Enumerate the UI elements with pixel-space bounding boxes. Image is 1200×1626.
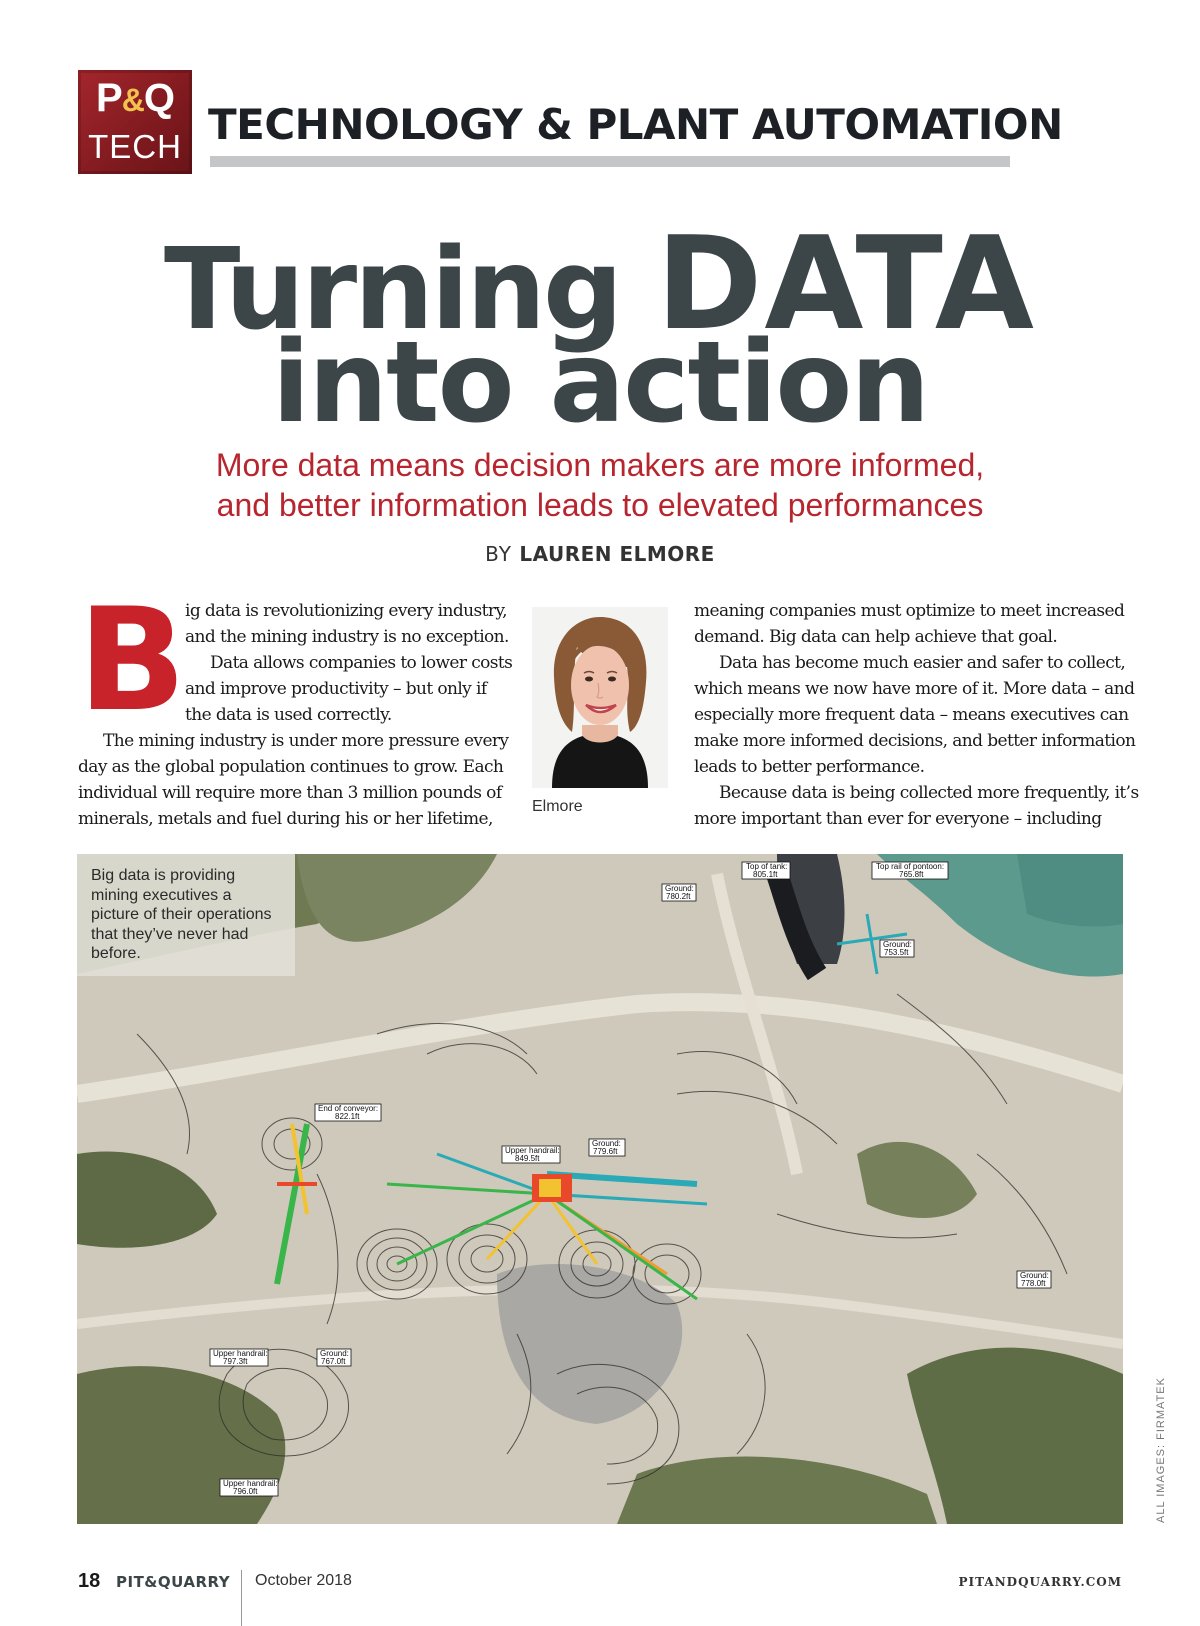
body-line: The mining industry is under more pressure every <box>103 731 509 751</box>
body-line: meaning companies must optimize to meet increased <box>694 601 1125 621</box>
body-line: minerals, metals and fuel during his or her lifetime, <box>78 809 493 829</box>
headline-line-2: into action <box>271 318 929 448</box>
map-label-title: Ground: <box>592 1139 621 1148</box>
map-label-value: 780.2ft <box>666 892 691 901</box>
body-line: Data allows companies to lower costs <box>210 653 513 673</box>
logo-letter-q: Q <box>143 76 174 120</box>
headline-word-turning: Turning <box>164 225 621 355</box>
logo-tech-label: TECH <box>88 128 182 165</box>
logo-ampersand: & <box>121 82 144 118</box>
map-label-value: 796.0ft <box>233 1487 258 1496</box>
portrait-illustration <box>532 607 668 788</box>
map-caption-box <box>77 854 295 976</box>
byline-prefix: BY <box>485 542 512 566</box>
map-label-value: 805.1ft <box>753 870 778 879</box>
map-label-title: Upper handrail: <box>223 1479 278 1488</box>
map-label-title: Ground: <box>1020 1271 1049 1280</box>
deck-line-1: More data means decision makers are more informed, <box>215 447 985 483</box>
byline-author: LAUREN ELMORE <box>519 542 715 566</box>
body-line: ig data is revolutionizing every industry, <box>185 601 507 621</box>
body-line: make more informed decisions, and better information <box>694 731 1136 751</box>
map-label-title: Ground: <box>883 940 912 949</box>
map-label-title: Upper handrail: <box>505 1146 560 1155</box>
body-line: and the mining industry is no exception. <box>185 627 509 647</box>
byline <box>0 542 1200 566</box>
deck-line-2: and better information leads to elevated performances <box>216 487 984 523</box>
body-line: leads to better performance. <box>694 757 925 777</box>
map-label-value: 778.0ft <box>1021 1279 1046 1288</box>
image-credit: ALL IMAGES: FIRMATEK <box>1155 1377 1167 1523</box>
body-line: more important than ever for everyone – including <box>694 809 1102 829</box>
map-label-value: 753.5ft <box>884 948 909 957</box>
section-rule <box>210 156 1010 167</box>
drop-cap: B <box>78 578 187 743</box>
headline-word-data: DATA <box>656 210 1036 359</box>
map-caption: Big data is providing mining executives a picture of their operations that they’ve never had before. <box>91 867 272 962</box>
logo-letter-p: P <box>96 76 122 120</box>
website-url: PITANDQUARRY.COM <box>958 1575 1122 1589</box>
map-label-value: 822.1ft <box>335 1112 360 1121</box>
body-line: individual will require more than 3 million pounds of <box>78 783 502 803</box>
footer-brand: PIT&QUARRY <box>116 1573 231 1591</box>
body-line: the data is used correctly. <box>185 705 392 725</box>
map-label-title: Top of tank: <box>746 862 788 871</box>
map-label-value: 797.3ft <box>223 1357 248 1366</box>
body-line: Because data is being collected more frequently, it’s <box>719 783 1139 803</box>
body-line: demand. Big data can help achieve that goal. <box>694 627 1058 647</box>
map-label-value: 849.5ft <box>515 1154 540 1163</box>
map-label-title: Upper handrail: <box>213 1349 268 1358</box>
pq-tech-logo <box>78 70 192 174</box>
photo-caption: Elmore <box>532 798 583 815</box>
body-line: which means we now have more of it. More data – and <box>694 679 1135 699</box>
article-column-2 <box>694 598 1139 832</box>
author-portrait <box>532 607 668 788</box>
map-label-title: Ground: <box>320 1349 349 1358</box>
map-label-value: 779.6ft <box>593 1147 618 1156</box>
map-label-title: Ground: <box>665 884 694 893</box>
body-line: day as the global population continues to grow. Each <box>78 757 504 777</box>
map-label-value: 765.8ft <box>899 870 924 879</box>
section-title: TECHNOLOGY & PLANT AUTOMATION <box>208 100 1063 149</box>
body-line: and improve productivity – but only if <box>185 679 487 699</box>
logo-wordmark <box>78 76 192 121</box>
map-label-value: 767.0ft <box>321 1357 346 1366</box>
issue-date: October 2018 <box>255 1572 352 1589</box>
body-line: Data has become much easier and safer to collect, <box>719 653 1126 673</box>
map-label-title: End of conveyor: <box>318 1104 379 1113</box>
footer-divider <box>241 1570 242 1626</box>
map-label-title: Top rail of pontoon: <box>876 862 945 871</box>
page-number: 18 <box>78 1570 101 1592</box>
body-line: especially more frequent data – means executives can <box>694 705 1129 725</box>
article-column-1 <box>78 578 513 832</box>
